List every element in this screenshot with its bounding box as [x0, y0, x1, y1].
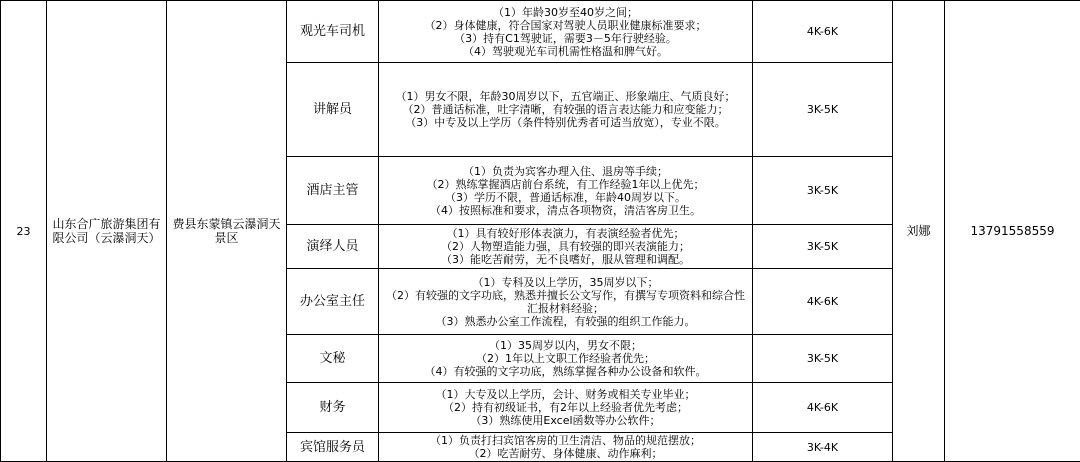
salary-range: 4K-6K	[753, 1, 893, 63]
requirement-line: （1）大专及以上学历，会计、财务或相关专业毕业；	[383, 388, 748, 401]
requirement-line: （4）有较强的文字功底，熟练掌握各种办公设备和软件。	[383, 365, 748, 378]
requirement-line: （2）普通话标准，吐字清晰，有较强的语言表达能力和应变能力；	[383, 103, 748, 116]
job-requirements	[379, 1, 753, 63]
job-requirements	[379, 433, 753, 462]
job-title: 文秘	[287, 335, 379, 383]
requirements-list	[383, 434, 748, 460]
salary-range: 4K-6K	[753, 383, 893, 433]
requirements-list	[383, 6, 748, 58]
requirement-line: （3）能吃苦耐劳，无不良嗜好，服从管理和调配。	[383, 253, 748, 266]
job-title: 宾馆服务员	[287, 433, 379, 462]
job-requirements	[379, 335, 753, 383]
requirement-line: （2）人物塑造能力强，具有较强的即兴表演能力；	[383, 240, 748, 253]
requirement-line: （2）1年以上文职工作经验者优先；	[383, 352, 748, 365]
requirement-line: （1）男女不限，年龄30周岁以下，五官端正、形象端庄、气质良好；	[383, 90, 748, 103]
requirement-line: （3）学历不限，普通话标准，年龄40周岁以下。	[383, 191, 748, 204]
job-title: 讲解员	[287, 63, 379, 157]
job-requirements	[379, 63, 753, 157]
requirement-line: （2）身体健康，符合国家对驾驶人员职业健康标准要求；	[383, 19, 748, 32]
requirements-list	[383, 165, 748, 217]
requirements-list	[383, 339, 748, 378]
requirement-line: （2）有较强的文字功底，熟悉并擅长公文写作，有撰写专项资料和综合性汇报材料经验；	[383, 289, 748, 315]
job-requirements	[379, 269, 753, 335]
requirement-line: （1）负责为宾客办理入住、退房等手续；	[383, 165, 748, 178]
requirement-line: （1）35周岁以内，男女不限；	[383, 339, 748, 352]
requirements-list	[383, 90, 748, 129]
salary-range: 3K-5K	[753, 225, 893, 269]
requirement-line: （2）持有初级证书，有2年以上经验者优先考虑；	[383, 401, 748, 414]
requirement-line: （1）年龄30岁至40岁之间；	[383, 6, 748, 19]
contact-phone: 13791558559	[945, 1, 1080, 462]
requirement-line: （2）吃苦耐劳、身体健康、动作麻利；	[383, 447, 748, 460]
company-number: 23	[1, 1, 47, 462]
requirement-line: （3）熟练使用Excel函数等办公软件；	[383, 414, 748, 427]
requirement-line: （3）中专及以上学历（条件特别优秀者可适当放宽），专业不限。	[383, 116, 748, 129]
requirement-line: （4）按照标准和要求，清点各项物资，清洁客房卫生。	[383, 204, 748, 217]
salary-range: 3K-5K	[753, 63, 893, 157]
requirement-line: （3）持有C1驾驶证，需要3－5年行驶经验。	[383, 32, 748, 45]
company-name: 山东合广旅游集团有限公司（云瀑洞天）	[47, 1, 167, 462]
requirement-line: （1）负责打扫宾馆客房的卫生清洁、物品的规范摆放；	[383, 434, 748, 447]
job-requirements	[379, 225, 753, 269]
job-title: 财务	[287, 383, 379, 433]
requirements-list	[383, 276, 748, 328]
job-title: 办公室主任	[287, 269, 379, 335]
requirement-line: （1）具有较好形体表演力，有表演经验者优先；	[383, 227, 748, 240]
requirements-list	[383, 227, 748, 266]
salary-range: 3K-5K	[753, 157, 893, 225]
job-title: 酒店主管	[287, 157, 379, 225]
requirements-list	[383, 388, 748, 427]
salary-range: 3K-4K	[753, 433, 893, 462]
contact-person: 刘娜	[893, 1, 945, 462]
requirement-line: （4）驾驶观光车司机需性格温和脾气好。	[383, 45, 748, 58]
salary-range: 3K-5K	[753, 335, 893, 383]
requirement-line: （3）熟悉办公室工作流程，有较强的组织工作能力。	[383, 315, 748, 328]
job-requirements	[379, 383, 753, 433]
job-title: 演绎人员	[287, 225, 379, 269]
table-row	[1, 1, 1080, 63]
requirement-line: （1）专科及以上学历，35周岁以下；	[383, 276, 748, 289]
job-title: 观光车司机	[287, 1, 379, 63]
job-requirements	[379, 157, 753, 225]
salary-range: 4K-6K	[753, 269, 893, 335]
work-location: 费县东蒙镇云瀑洞天景区	[167, 1, 287, 462]
requirement-line: （2）熟练掌握酒店前台系统，有工作经验1年以上优先；	[383, 178, 748, 191]
